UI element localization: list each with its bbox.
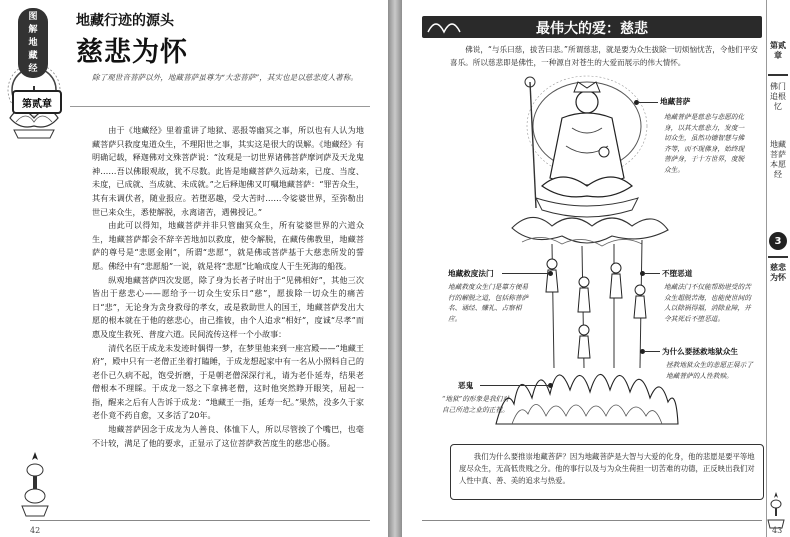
annotation-dot bbox=[548, 383, 553, 388]
section-header-bar bbox=[422, 16, 762, 38]
annotation-text: 地藏菩萨是慈悲与悲愿的化身，以其大慈悲力，发度一切众生，虽然功德智慧与佛齐等，而不现佛身，始终现菩萨身，于十方世界，度脱众生。 bbox=[664, 113, 745, 174]
page-number: 43 bbox=[772, 526, 783, 535]
badge-char: 图 bbox=[28, 11, 38, 22]
section-title: 最伟大的爱：慈悲 bbox=[536, 21, 648, 37]
vajra-ornament-icon bbox=[10, 450, 60, 520]
chapter-number-badge: 3 bbox=[769, 232, 787, 250]
annotation-label: 地藏救度法门 bbox=[448, 269, 494, 278]
annotation-text: “地狱”的形象是我们对自己所造之业的正视。 bbox=[442, 395, 510, 414]
badge-char: 经 bbox=[28, 63, 38, 74]
book-title-vertical-badge bbox=[18, 8, 48, 78]
conclusion-box bbox=[450, 444, 764, 500]
annotation-text: 地藏救度众生门是靠方便易行的解脱之道，包括称菩萨名、诵经、赚礼、占察相应。 bbox=[448, 283, 529, 323]
paragraph: 纵观地藏菩萨四次发愿，除了身为长者子时出于“见佛相好”，其他三次皆出于慈悲心——愿给予一切众生安乐日“慈”，愿拔除一切众生的痛苦日“悲”，无论身为贪身救母的孝女，或是救助世人的国王，地藏菩萨发出大愿的根本就在于他的慈悲心，由己推彼，由个人追求“相好”，度诚“尽孝”而惠及度生救死、普度六道。民间流传这样一个小故事： bbox=[92, 274, 364, 339]
annotation-dot bbox=[548, 271, 553, 276]
annotation-text: 地藏法门不仅能帮助堪受的苦众生超脱苦海，也能使世间的人以除祸得福，消除业障，并令其死后不堕恶道。 bbox=[664, 283, 751, 323]
leader-line bbox=[480, 385, 548, 386]
annotation-label: 地藏菩萨 bbox=[660, 97, 691, 106]
leader-line bbox=[644, 273, 660, 274]
ksitigarbha-illustration bbox=[492, 68, 682, 428]
page-title: 慈悲为怀 bbox=[76, 37, 188, 68]
footer-rule bbox=[422, 520, 762, 521]
intro-text: 佛说，“与乐曰慈，拔苦曰悲。”所谓慈悲，就是要为众生拔除一切烦恼忧苦，令他们平安喜乐。所以慈悲即是佛性，一种源自对苍生的大爱而展示的伟大情怀。 bbox=[450, 45, 758, 67]
page-number: 42 bbox=[30, 526, 41, 535]
paragraph: 地藏菩萨因念于成龙为人善良、体恤下人，所以尽管挨了个嘴巴，也毫不计较，满足了他的要求，正显示了这位菩萨救苦度生的慈悲心肠。 bbox=[92, 424, 364, 448]
vajra-ornament-icon bbox=[762, 490, 790, 530]
body-text bbox=[92, 124, 364, 450]
leader-line bbox=[644, 351, 660, 352]
right-page bbox=[402, 0, 790, 537]
left-page bbox=[0, 0, 388, 537]
footer-rule bbox=[30, 520, 370, 521]
chapter-badge: 第贰章 bbox=[12, 90, 62, 114]
side-tab-title: 慈悲为怀 bbox=[770, 262, 786, 282]
badge-char: 解 bbox=[28, 24, 38, 35]
side-tab-series: 佛门追根忆 bbox=[770, 82, 786, 111]
annotation-label: 为什么要拯救地狱众生 bbox=[662, 347, 738, 356]
side-rule bbox=[768, 256, 788, 258]
paragraph: 由此可以得知，地藏菩萨并非只管幽冥众生，所有娑婆世界的六道众生，地藏菩萨都会不辞辛苦地加以救度，使令解脱，在藏传佛教里，地藏菩萨的尊号是“悲愿金刚”，所谓“悲愿”，就是佛或菩萨基于大慈悲所发的誓愿。佛经中有“悲愿船”一说，就是将“悲愿”比喻成度人于生死海的船筏。 bbox=[92, 220, 364, 271]
paragraph: 由于《地藏经》里着重讲了地狱、恶报等幽冥之事，所以也有人认为地藏菩萨只救度鬼道众生，不理阳世之事，其实这是很大的误解。《地藏经》有明确记载，释迦佛对文殊菩萨说：“汝观是一切世界诸佛菩萨摩诃萨及天龙鬼神……吾以佛眼观故，犹不尽数。此皆是地藏菩萨久远劫来，已度、当度、未度，已成就、当成就、未成就。”之后释迦佛又叮嘱地藏菩萨：“罪苦众生，其有未调伏者，随业报应。若堕恶趣，受大苦时……令娑婆世界，至弥勒出世已来众生，悉使解脱，永离诸苦，遇佛授记。” bbox=[92, 125, 364, 217]
side-rule bbox=[768, 74, 788, 76]
intro-text: 除了观世音菩萨以外，地藏菩萨虽尊为“大悲菩萨”，其实也是以慈悲度人著称。 bbox=[92, 73, 358, 82]
conclusion-text: 我们为什么要推崇地藏菩萨？因为地藏菩萨是大智与大爱的化身，他的悲愿是要平等地度尽众生，无高低贵贱之分。他的事行以及与为众生荷担一切苦难的功德，正反映出我们对人性中真、善、美的追求与热爱。 bbox=[459, 452, 755, 485]
header-lotus-icon bbox=[424, 2, 464, 38]
annotation-label: 恶鬼 bbox=[458, 381, 474, 390]
section-kicker: 地藏行迹的源头 bbox=[76, 13, 174, 29]
side-tab-chapter: 第贰章 bbox=[770, 40, 786, 60]
leader-line bbox=[502, 273, 548, 274]
annotation-text: 拯救地狱众生的悲愿正展示了地藏菩萨的人性救赎。 bbox=[666, 361, 753, 380]
paragraph: 清代名臣于成龙未发迹时偶得一梦，在梦里他来到一座宫殿——“地藏王府”，殿中只有一老僧正坐着打瞌睡，于成龙想起家中有一名从小照料自己的老仆已久病不起，饱受折磨，于是朝老僧深深行礼，请为老仆延寿，结果老僧根本不理睬。于成龙一怒之下拿拂老僧，这时他突然睁开眼笑，屈起一指，醒来之后有人告诉于成龙：“地藏王一指，延寿一纪。”果然，没多久于家老仆竟不药自愈，又多活了20年。 bbox=[92, 342, 364, 421]
annotation-label: 不堕恶道 bbox=[662, 269, 693, 278]
badge-char: 地 bbox=[28, 37, 38, 48]
side-tab-book: 地藏菩萨本愿经 bbox=[770, 140, 786, 179]
book-gutter bbox=[388, 0, 402, 537]
badge-char: 藏 bbox=[28, 50, 38, 61]
leader-line bbox=[638, 102, 658, 103]
divider bbox=[70, 106, 370, 107]
